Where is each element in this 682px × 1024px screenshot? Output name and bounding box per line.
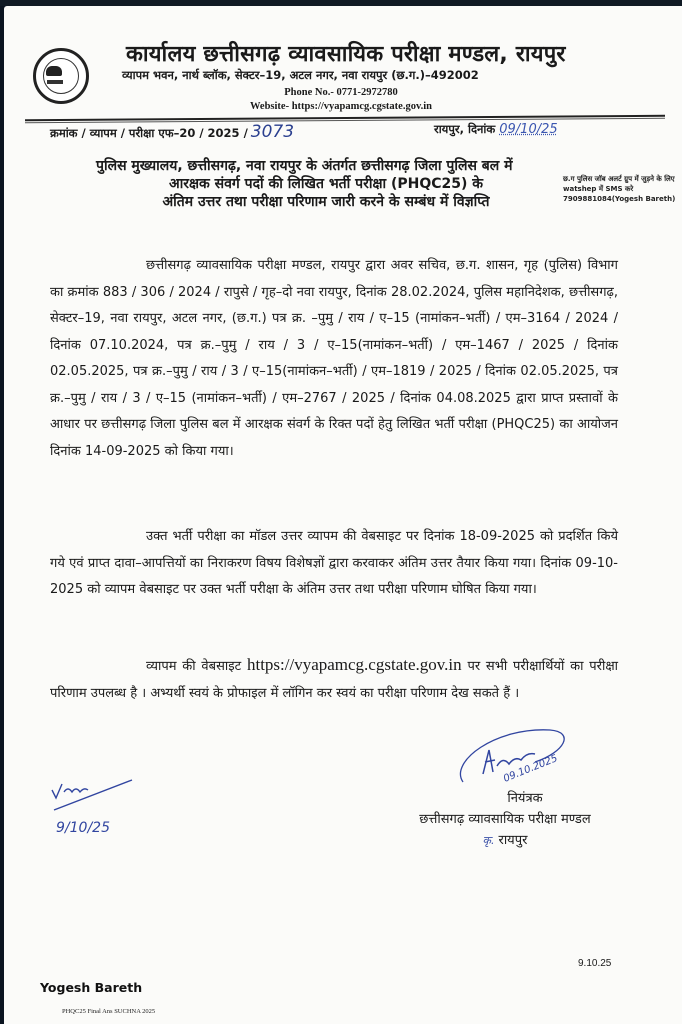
signature-date: 09.10.2025 xyxy=(502,753,560,785)
initial-signature-left xyxy=(48,770,138,840)
watermark-note: छ.ग पुलिस जॉब अलर्ट ग्रुप में जुड़ने के लिए watshep में SMS करे 7909881084(Yogesh Bareth) xyxy=(563,175,676,203)
signatory-block xyxy=(390,788,620,851)
office-phone: Phone No.- 0771-2972780 xyxy=(284,87,398,98)
subject-line-1: पुलिस मुख्यालय, छत्तीसगढ़, नवा रायपुर के अंतर्गत छत्तीसगढ़ जिला पुलिस बल में xyxy=(96,158,513,174)
body-paragraph-1: छत्तीसगढ़ व्यावसायिक परीक्षा मण्डल, रायपुर द्वारा अवर सचिव, छ.ग. शासन, गृह (पुलिस) विभाग का क्रमांक 883 / 306 / 2024 / रापुसे / गृह–दो नवा रायपुर, दिनांक 28.02.2024, पुलिस महानिदेशक, छत्तीसगढ़, सेक्टर–19, नवा रायपुर, अटल नगर, (छ.ग.) पत्र क्र. –पुमु / राय / ए–15 (नामांकन–भर्ती) / एम–3164 / 2024 / दिनांक 07.10.2024, पत्र क्र.–पुमु / राय / 3 / ए–15(नामांकन–भर्ती) / एम–1467 / 2025 / दिनांक 02.05.2025, पत्र क्र.–पुमु / राय / 3 / ए–15(नामांकन–भर्ती) / एम–1819 / 2025 / दिनांक 02.05.2025, पत्र क्र.–पुमु / राय / 3 / ए–15 (नामांकन–भर्ती) / एम–2767 / 2025 / दिनांक 04.08.2025 द्वारा प्राप्त प्रस्तावों के आधार पर छत्तीसगढ़ जिला पुलिस बल में आरक्षक संवर्ग के रिक्त पदों हेतु लिखित भर्ती परीक्षा (PHQC25) का आयोजन दिनांक 14-09-2025 को किया गया। xyxy=(50,258,618,459)
signatory-city xyxy=(390,830,620,851)
place-label: रायपुर, दिनांक xyxy=(434,122,496,136)
office-address: व्यापम भवन, नार्थ ब्लॉक, सेक्टर–19, अटल नगर, नवा रायपुर (छ.ग.)–492002 xyxy=(122,68,479,82)
signatory-title: नियंत्रक xyxy=(507,791,543,806)
handwritten-date: 09/10/25 xyxy=(499,122,558,137)
emblem-banner xyxy=(47,80,63,84)
emblem-book-shape xyxy=(46,66,62,76)
body-paragraph-3 xyxy=(50,652,618,707)
body-paragraph-2: उक्त भर्ती परीक्षा का मॉडल उत्तर व्यापम की वेबसाइट पर दिनांक 18-09-2025 को प्रदर्शित किये गये एवं प्राप्त दावा–आपत्तियों का निराकरण विषय विशेषज्ञों द्वारा करवाकर अंतिम उत्तर तैयार किया गया। दिनांक 09-10-2025 को व्यापम वेबसाइट पर उक्त भर्ती परीक्षा के अंतिम उत्तर तथा परीक्षा परिणाम घोषित किया गया। xyxy=(50,529,618,597)
reference-handwritten-number: 3073 xyxy=(250,122,295,142)
paragraph-3-before: व्यापम की वेबसाइट xyxy=(146,659,242,674)
results-website-link[interactable]: https://vyapamcg.cgstate.gov.in xyxy=(246,655,462,674)
reference-number xyxy=(50,122,294,142)
subject-line-3: अंतिम उत्तर तथा परीक्षा परिणाम जारी करने के सम्बंध में विज्ञप्ति xyxy=(162,194,490,210)
reference-prefix: क्रमांक / व्यापम / परीक्षा एफ–20 / 2025 / xyxy=(50,126,248,140)
document-code: PHQC25 Final Ans SUCHNA 2025 xyxy=(62,1008,156,1015)
footer-date: 9.10.25 xyxy=(578,958,612,969)
office-website: Website- https://vyapamcg.cgstate.gov.in xyxy=(250,101,432,112)
paragraph-3-after: पर सभी परीक्षार्थियों का परीक्षा परिणाम उपलब्ध है । अभ्यर्थी स्वयं के प्रोफाइल में लॉगिन कर स्वयं का परीक्षा परिणाम देख सकते हैं । xyxy=(50,659,619,701)
author-credit: Yogesh Bareth xyxy=(40,980,143,995)
controller-signature xyxy=(455,722,575,792)
city-name: रायपुर xyxy=(498,833,528,848)
place-date xyxy=(434,122,558,137)
signatory-organization: छत्तीसगढ़ व्यावसायिक परीक्षा मण्डल xyxy=(419,812,591,827)
subject-heading xyxy=(96,157,556,211)
office-title: कार्यालय छत्तीसगढ़ व्यावसायिक परीक्षा मण्डल, रायपुर xyxy=(126,42,566,67)
subject-line-2: आरक्षक संवर्ग पदों की लिखित भर्ती परीक्षा (PHQC25) के xyxy=(168,176,484,192)
for-initial: कृ. xyxy=(482,834,495,847)
initial-date: 9/10/25 xyxy=(56,820,110,836)
